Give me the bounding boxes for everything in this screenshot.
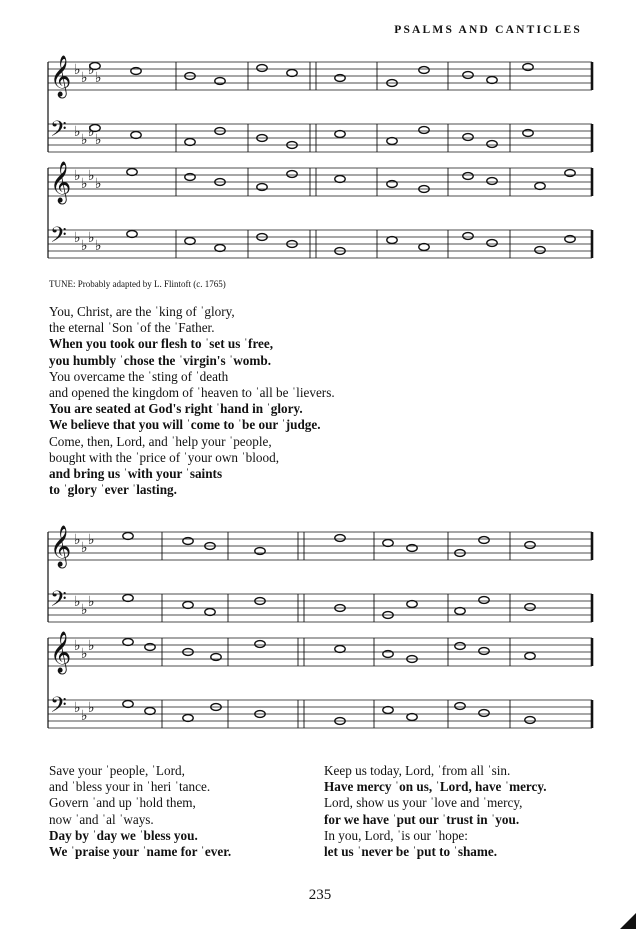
svg-text:♭: ♭: [74, 168, 81, 184]
svg-text:♭: ♭: [81, 602, 88, 618]
svg-text:𝄞: 𝄞: [50, 162, 72, 203]
chant-line: Have mercy ˈon us, ˈLord, have ˈmercy.: [324, 779, 547, 795]
chant-line: We ˈpraise your ˈname for ˈever.: [49, 844, 232, 860]
svg-text:♭: ♭: [74, 532, 81, 548]
svg-text:♭: ♭: [81, 708, 88, 724]
page-corner-mark: [620, 913, 636, 929]
svg-text:♭: ♭: [95, 238, 102, 254]
svg-text:♭: ♭: [88, 168, 95, 184]
svg-text:♭: ♭: [81, 540, 88, 556]
svg-text:𝄢: 𝄢: [50, 223, 67, 253]
svg-text:♭: ♭: [74, 124, 81, 140]
chant-line: Day by ˈday we ˈbless you.: [49, 827, 198, 843]
tune-credit: TUNE: Probably adapted by L. Flintoft (c. 1765): [49, 279, 226, 289]
chant-text-block-2-left: [49, 763, 231, 860]
svg-text:♭: ♭: [88, 594, 95, 610]
music-score-1b: [40, 158, 600, 278]
svg-text:𝄞: 𝄞: [50, 56, 72, 97]
svg-text:𝄞: 𝄞: [50, 632, 72, 673]
chant-line: When you took our flesh to ˈset us ˈfree,: [49, 336, 274, 352]
chant-line: for we have ˈput our ˈtrust in ˈyou.: [324, 811, 520, 827]
chant-line: let us ˈnever be ˈput to ˈshame.: [324, 844, 498, 860]
chant-line: the eternal ˈSon ˈof the ˈFather.: [49, 320, 215, 336]
svg-text:𝄢: 𝄢: [50, 587, 67, 617]
chant-line: You are seated at God's right ˈhand in ˈglory.: [49, 401, 303, 417]
svg-text:♭: ♭: [95, 132, 102, 148]
chant-line: bought with the ˈprice of ˈyour own ˈblood,: [49, 449, 280, 465]
svg-text:♭: ♭: [74, 594, 81, 610]
music-score-1a: [40, 52, 600, 172]
chant-line: and opened the kingdom of ˈheaven to ˈall be ˈlievers.: [49, 385, 335, 401]
svg-text:♭: ♭: [81, 70, 88, 86]
svg-text:♭: ♭: [81, 176, 88, 192]
chant-line: We believe that you will ˈcome to ˈbe our ˈjudge.: [49, 417, 321, 433]
chant-line: Govern ˈand up ˈhold them,: [49, 795, 196, 811]
chant-line: to ˈglory ˈever ˈlasting.: [49, 482, 177, 498]
svg-text:𝄢: 𝄢: [50, 693, 67, 723]
chant-line: You overcame the ˈsting of ˈdeath: [49, 368, 229, 384]
svg-text:𝄞: 𝄞: [50, 526, 72, 567]
chant-line: Come, then, Lord, and ˈhelp your ˈpeople,: [49, 433, 272, 449]
svg-text:♭: ♭: [88, 124, 95, 140]
chant-line: you humbly ˈchose the ˈvirgin's ˈwomb.: [49, 352, 272, 368]
page-number: 235: [308, 887, 332, 903]
svg-text:♭: ♭: [74, 230, 81, 246]
chant-line: and bring us ˈwith your ˈsaints: [49, 466, 223, 482]
svg-text:♭: ♭: [88, 62, 95, 78]
svg-text:♭: ♭: [74, 638, 81, 654]
svg-text:𝄢: 𝄢: [50, 117, 67, 147]
svg-text:♭: ♭: [88, 532, 95, 548]
running-header: PSALMS AND CANTICLES: [394, 24, 582, 36]
svg-text:♭: ♭: [95, 70, 102, 86]
svg-text:♭: ♭: [74, 62, 81, 78]
chant-text-block-1: [49, 304, 335, 498]
chant-line: and ˈbless your in ˈheri ˈtance.: [49, 779, 211, 795]
svg-text:♭: ♭: [81, 646, 88, 662]
chant-line: now ˈand ˈal ˈways.: [49, 811, 154, 827]
chant-line: In you, Lord, ˈis our ˈhope:: [324, 827, 468, 843]
chant-line: Keep us today, Lord, ˈfrom all ˈsin.: [324, 763, 511, 778]
svg-text:♭: ♭: [88, 230, 95, 246]
chant-line: Lord, show us your ˈlove and ˈmercy,: [324, 795, 523, 811]
chant-text-block-2-right: [324, 763, 547, 860]
chant-line: Save your ˈpeople, ˈLord,: [49, 763, 185, 778]
svg-text:♭: ♭: [74, 700, 81, 716]
svg-text:♭: ♭: [88, 700, 95, 716]
svg-text:♭: ♭: [95, 176, 102, 192]
svg-text:♭: ♭: [81, 132, 88, 148]
svg-text:♭: ♭: [88, 638, 95, 654]
svg-text:♭: ♭: [81, 238, 88, 254]
music-score-2a: [40, 522, 600, 642]
music-score-2b: [40, 628, 600, 748]
chant-line: You, Christ, are the ˈking of ˈglory,: [49, 304, 235, 319]
